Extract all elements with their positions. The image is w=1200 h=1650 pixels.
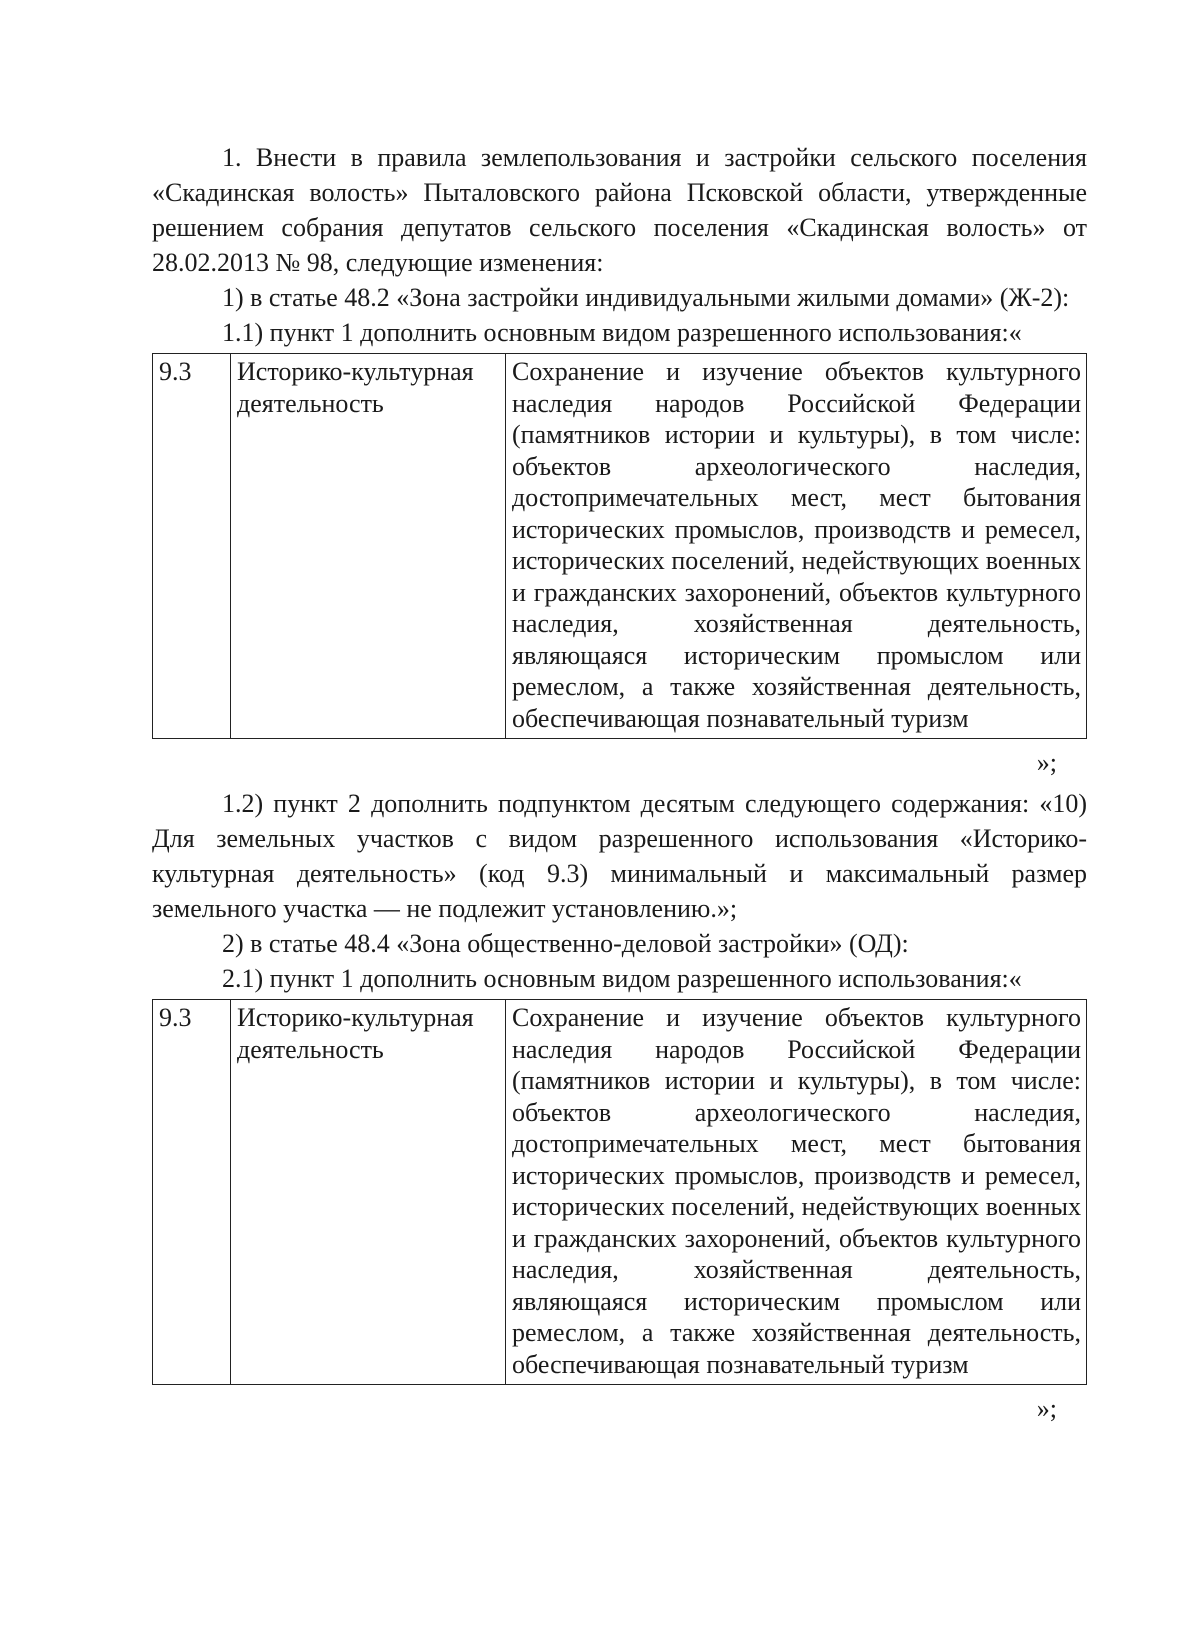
- table-row: [153, 354, 1087, 739]
- paragraph-amendment-intro: 1. Внести в правила землепользования и застройки сельского поселения «Скадинская волость» Пыталовского района Псковской области, утвержденные решением собрания депутатов сельского поселения «Скадинская волость» от 28.02.2013 № 98, следующие изменения:: [152, 143, 1087, 277]
- land-use-name: Историко-культурная деятельность: [231, 1000, 506, 1385]
- paragraph-item-1-2: 1.2) пункт 2 дополнить подпунктом десятым следующего содержания: «10) Для земельных участков с видом разрешенного использования «Историко-культурная деятельность» (код 9.3) минимальный и максимальный размер земельного участка — не подлежит установлению.»;: [152, 789, 1087, 923]
- paragraph-article-48-2: 1) в статье 48.2 «Зона застройки индивидуальными жилыми домами» (Ж-2):: [222, 283, 1070, 312]
- land-use-name: Историко-культурная деятельность: [231, 354, 506, 739]
- document-body: [152, 140, 1087, 1432]
- closing-quote: »;: [1036, 1394, 1057, 1423]
- paragraph-item-1-1: 1.1) пункт 1 дополнить основным видом разрешенного использования:«: [222, 318, 1022, 347]
- paragraph-article-48-4: 2) в статье 48.4 «Зона общественно-деловой застройки» (ОД):: [222, 929, 909, 958]
- land-use-code: 9.3: [153, 1000, 231, 1385]
- land-use-table-2: [152, 999, 1087, 1385]
- paragraph-item-2-1: 2.1) пункт 1 дополнить основным видом разрешенного использования:«: [222, 964, 1022, 993]
- closing-quote: »;: [1036, 748, 1057, 777]
- land-use-description: Сохранение и изучение объектов культурного наследия народов Российской Федерации (памятников истории и культуры), в том числе: объектов археологического наследия, достопримечательных мест, мест бытования исторических промыслов, производств и ремесел, исторических поселений, недействующих военных и гражданских захоронений, объектов культурного наследия, хозяйственная деятельность, являющаяся историческим промыслом или ремеслом, а также хозяйственная деятельность, обеспечивающая познавательный туризм: [506, 1000, 1087, 1385]
- land-use-code: 9.3: [153, 354, 231, 739]
- land-use-description: Сохранение и изучение объектов культурного наследия народов Российской Федерации (памятников истории и культуры), в том числе: объектов археологического наследия, достопримечательных мест, мест бытования исторических промыслов, производств и ремесел, исторических поселений, недействующих военных и гражданских захоронений, объектов культурного наследия, хозяйственная деятельность, являющаяся историческим промыслом или ремеслом, а также хозяйственная деятельность, обеспечивающая познавательный туризм: [506, 354, 1087, 739]
- land-use-table-1: [152, 353, 1087, 739]
- table-row: [153, 1000, 1087, 1385]
